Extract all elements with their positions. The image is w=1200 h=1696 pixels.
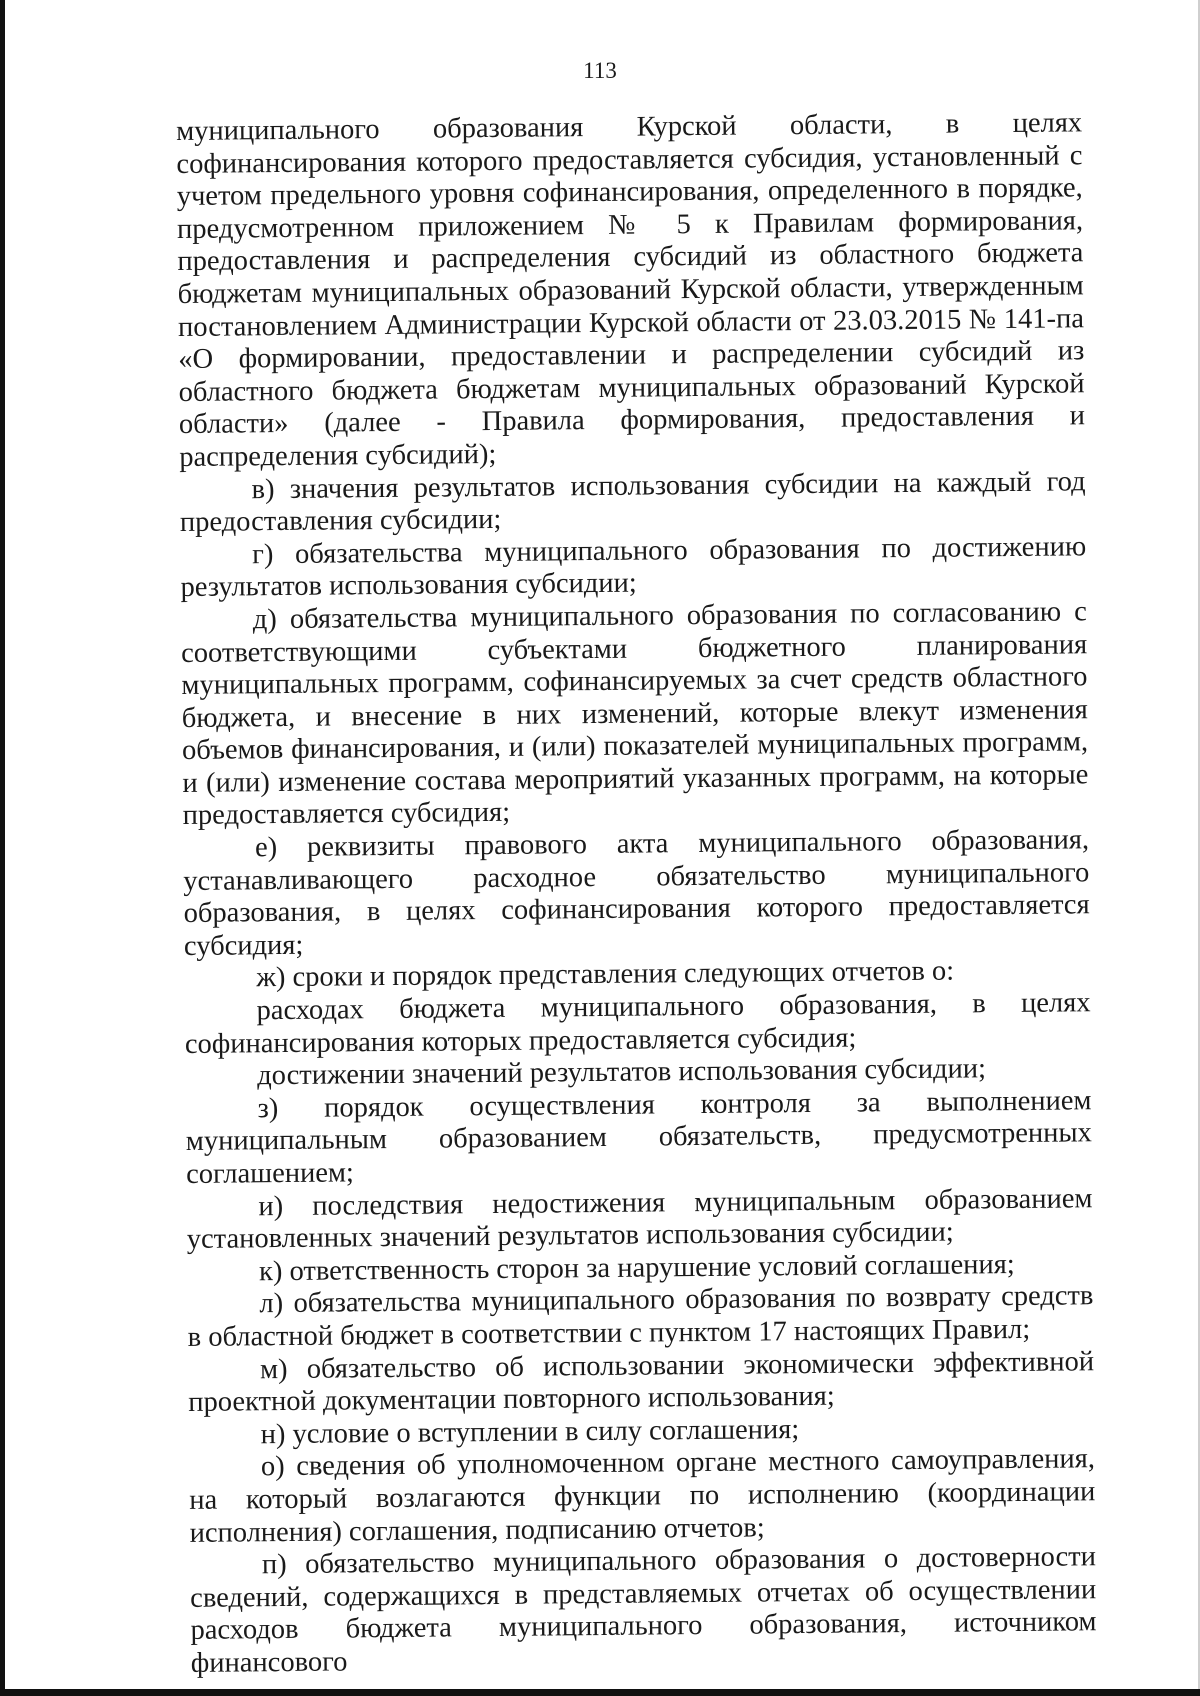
- paragraph-subitem-results: достижении значений результатов использования субсидии;: [257, 1053, 987, 1092]
- paragraph-item-p: п) обязательство муниципального образования о достоверности сведений, содержащихся в представляемых отчетах об осуществлении расходов бюджета муниципального образования, источником финансового: [190, 1541, 1097, 1679]
- paragraph-item-m: м) обязательство об использовании экономически эффективной проектной документации повторного использования;: [188, 1345, 1095, 1419]
- paragraph-item-n: н) условие о вступлении в силу соглашения;: [260, 1413, 800, 1450]
- paragraph-item-k: к) ответственность сторон за нарушение условий соглашения;: [258, 1248, 1015, 1288]
- paragraph-item-i: и) последствия недостижения муниципальным образованием установленных значений результатов использования субсидии;: [186, 1182, 1093, 1256]
- paragraph-item-e: е) реквизиты правового акта муниципального образования, устанавливающего расходное обязательство муниципального образования, в целях софинансирования которого предоставляется субсидия;: [183, 824, 1090, 962]
- paragraph-item-zh: ж) сроки и порядок представления следующих отчетов о:: [256, 956, 955, 994]
- paragraph-item-o: о) сведения об уполномоченном органе местного самоуправления, на который возлагаются функции по исполнению (координации исполнения) соглашения, подписанию отчетов;: [189, 1443, 1096, 1549]
- paragraph-item-v: в) значения результатов использования субсидии на каждый год предоставления субсидии;: [179, 465, 1086, 539]
- paragraph-item-z: з) порядок осуществления контроля за выполнением муниципальным образованием обязательств, предусмотренных соглашением;: [185, 1085, 1092, 1190]
- page-number: 113: [583, 58, 617, 83]
- scan-edge-bottom: [0, 1689, 1200, 1696]
- scan-edge-left: [0, 0, 5, 1696]
- paragraph-subitem-expenses: расходах бюджета муниципального образования, в целях софинансирования которых предоставляется субсидия;: [184, 987, 1091, 1060]
- paragraph-item-d: д) обязательства муниципального образования по согласованию с соответствующими субъектами бюджетного планирования муниципальных программ, софинансируемых за счет средств областного бюджета, и внесение в них изменений, которые влекут изменения объемов финансирования, и (или) показателей муниципальных программ, и (или) изменение состава мероприятий указанных программ, на которые предоставляется субсидия;: [181, 596, 1089, 832]
- paragraph-continuation: муниципального образования Курской области, в целях софинансирования которого предоставляется субсидия, установленный с учетом предельного уровня софинансирования, определенного в порядке, предусмотренном приложением № 5 к Правилам формирования, предоставления и распределения субсидий из областного бюджета бюджетам муниципальных образований Курской области, утвержденным постановлением Администрации Курской области от 23.03.2015 № 141-па «О формировании, предоставлении и распределении субсидий из областного бюджета бюджетам муниципальных образований Курской области» (далее - Правила формирования, предоставления и распределения субсидий);: [176, 107, 1086, 473]
- document-body: [176, 107, 1097, 1680]
- paragraph-item-g: г) обязательства муниципального образования по достижению результатов использования субсидии;: [180, 531, 1087, 604]
- paragraph-item-l: л) обязательства муниципального образования по возврату средств в областной бюджет в соответствии с пунктом 17 настоящих Правил;: [187, 1280, 1094, 1353]
